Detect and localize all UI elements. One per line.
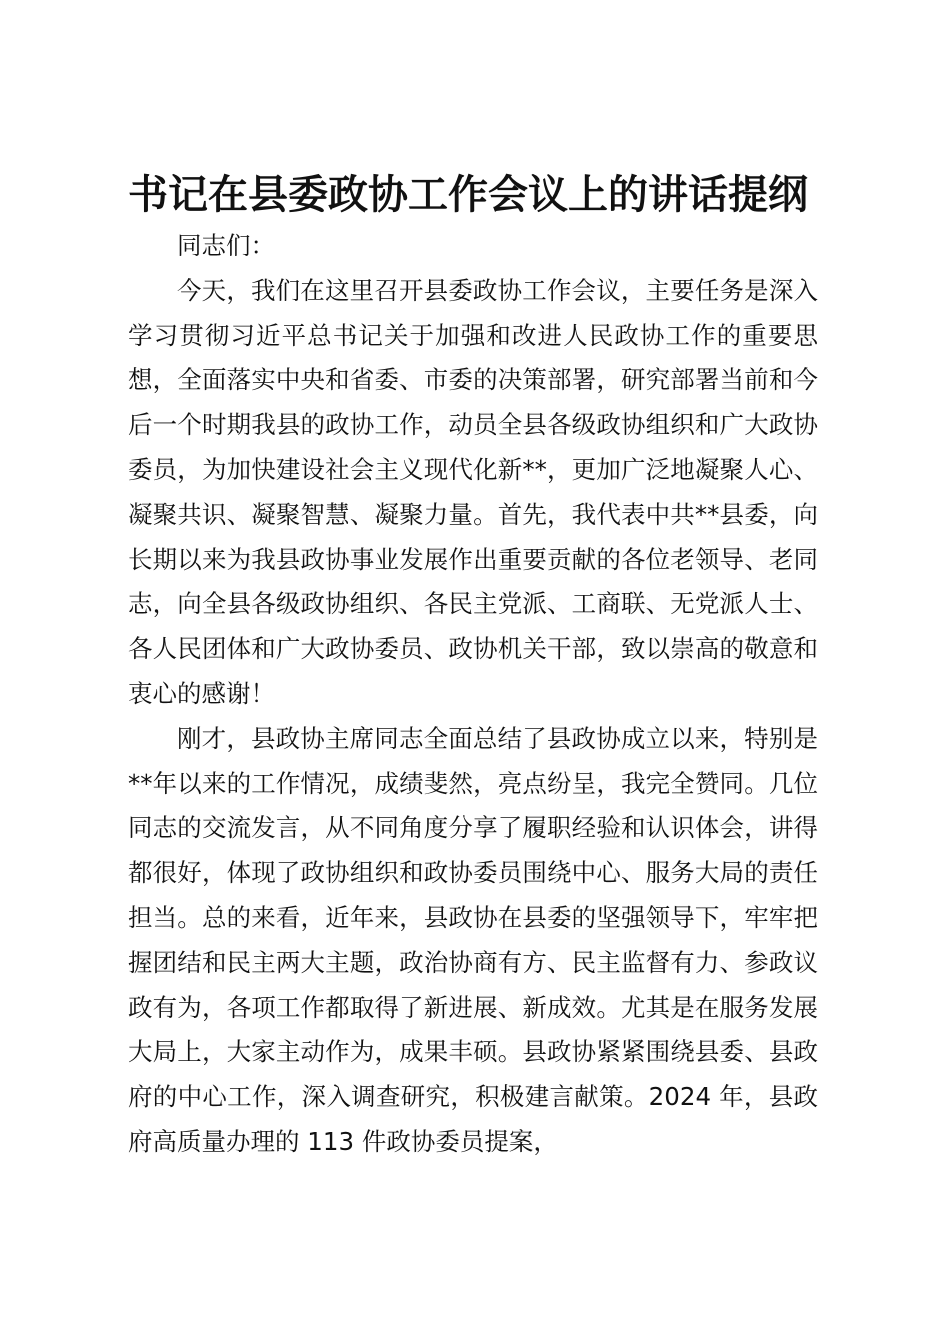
paragraph-opening: 今天，我们在这里召开县委政协工作会议，主要任务是深入学习贯彻习近平总书记关于加强和改进人民政协工作的重要思想，全面落实中央和省委、市委的决策部署，研究部署当前和今后一个时期我县的政协工作，动员全县各级政协组织和广大政协委员，为加快建设社会主义现代化新**，更加广泛地凝聚人心、凝聚共识、凝聚智慧、凝聚力量。首先，我代表中共**县委，向长期以来为我县政协事业发展作出重要贡献的各位老领导、老同志，向全县各级政协组织、各民主党派、工商联、无党派人士、各人民团体和广大政协委员、政协机关干部，致以崇高的敬意和衷心的感谢！ (128, 275, 818, 708)
document-body (128, 224, 818, 1165)
salutation: 同志们： (177, 231, 275, 260)
paragraph-review: 刚才，县政协主席同志全面总结了县政协成立以来，特别是**年以来的工作情况，成绩斐然，亮点纷呈，我完全赞同。几位同志的交流发言，从不同角度分享了履职经验和认识体会，讲得都很好，体现了政协组织和政协委员围绕中心、服务大局的责任担当。总的来看，近年来，县政协在县委的坚强领导下，牢牢把握团结和民主两大主题，政治协商有方、民主监督有力、参政议政有为，各项工作都取得了新进展、新成效。尤其是在服务发展大局上，大家主动作为，成果丰硕。县政协紧紧围绕县委、县政府的中心工作，深入调查研究，积极建言献策。2024 年，县政府高质量办理的 113 件政协委员提案， (128, 723, 818, 1156)
document-title: 书记在县委政协工作会议上的讲话提纲 (128, 171, 808, 218)
